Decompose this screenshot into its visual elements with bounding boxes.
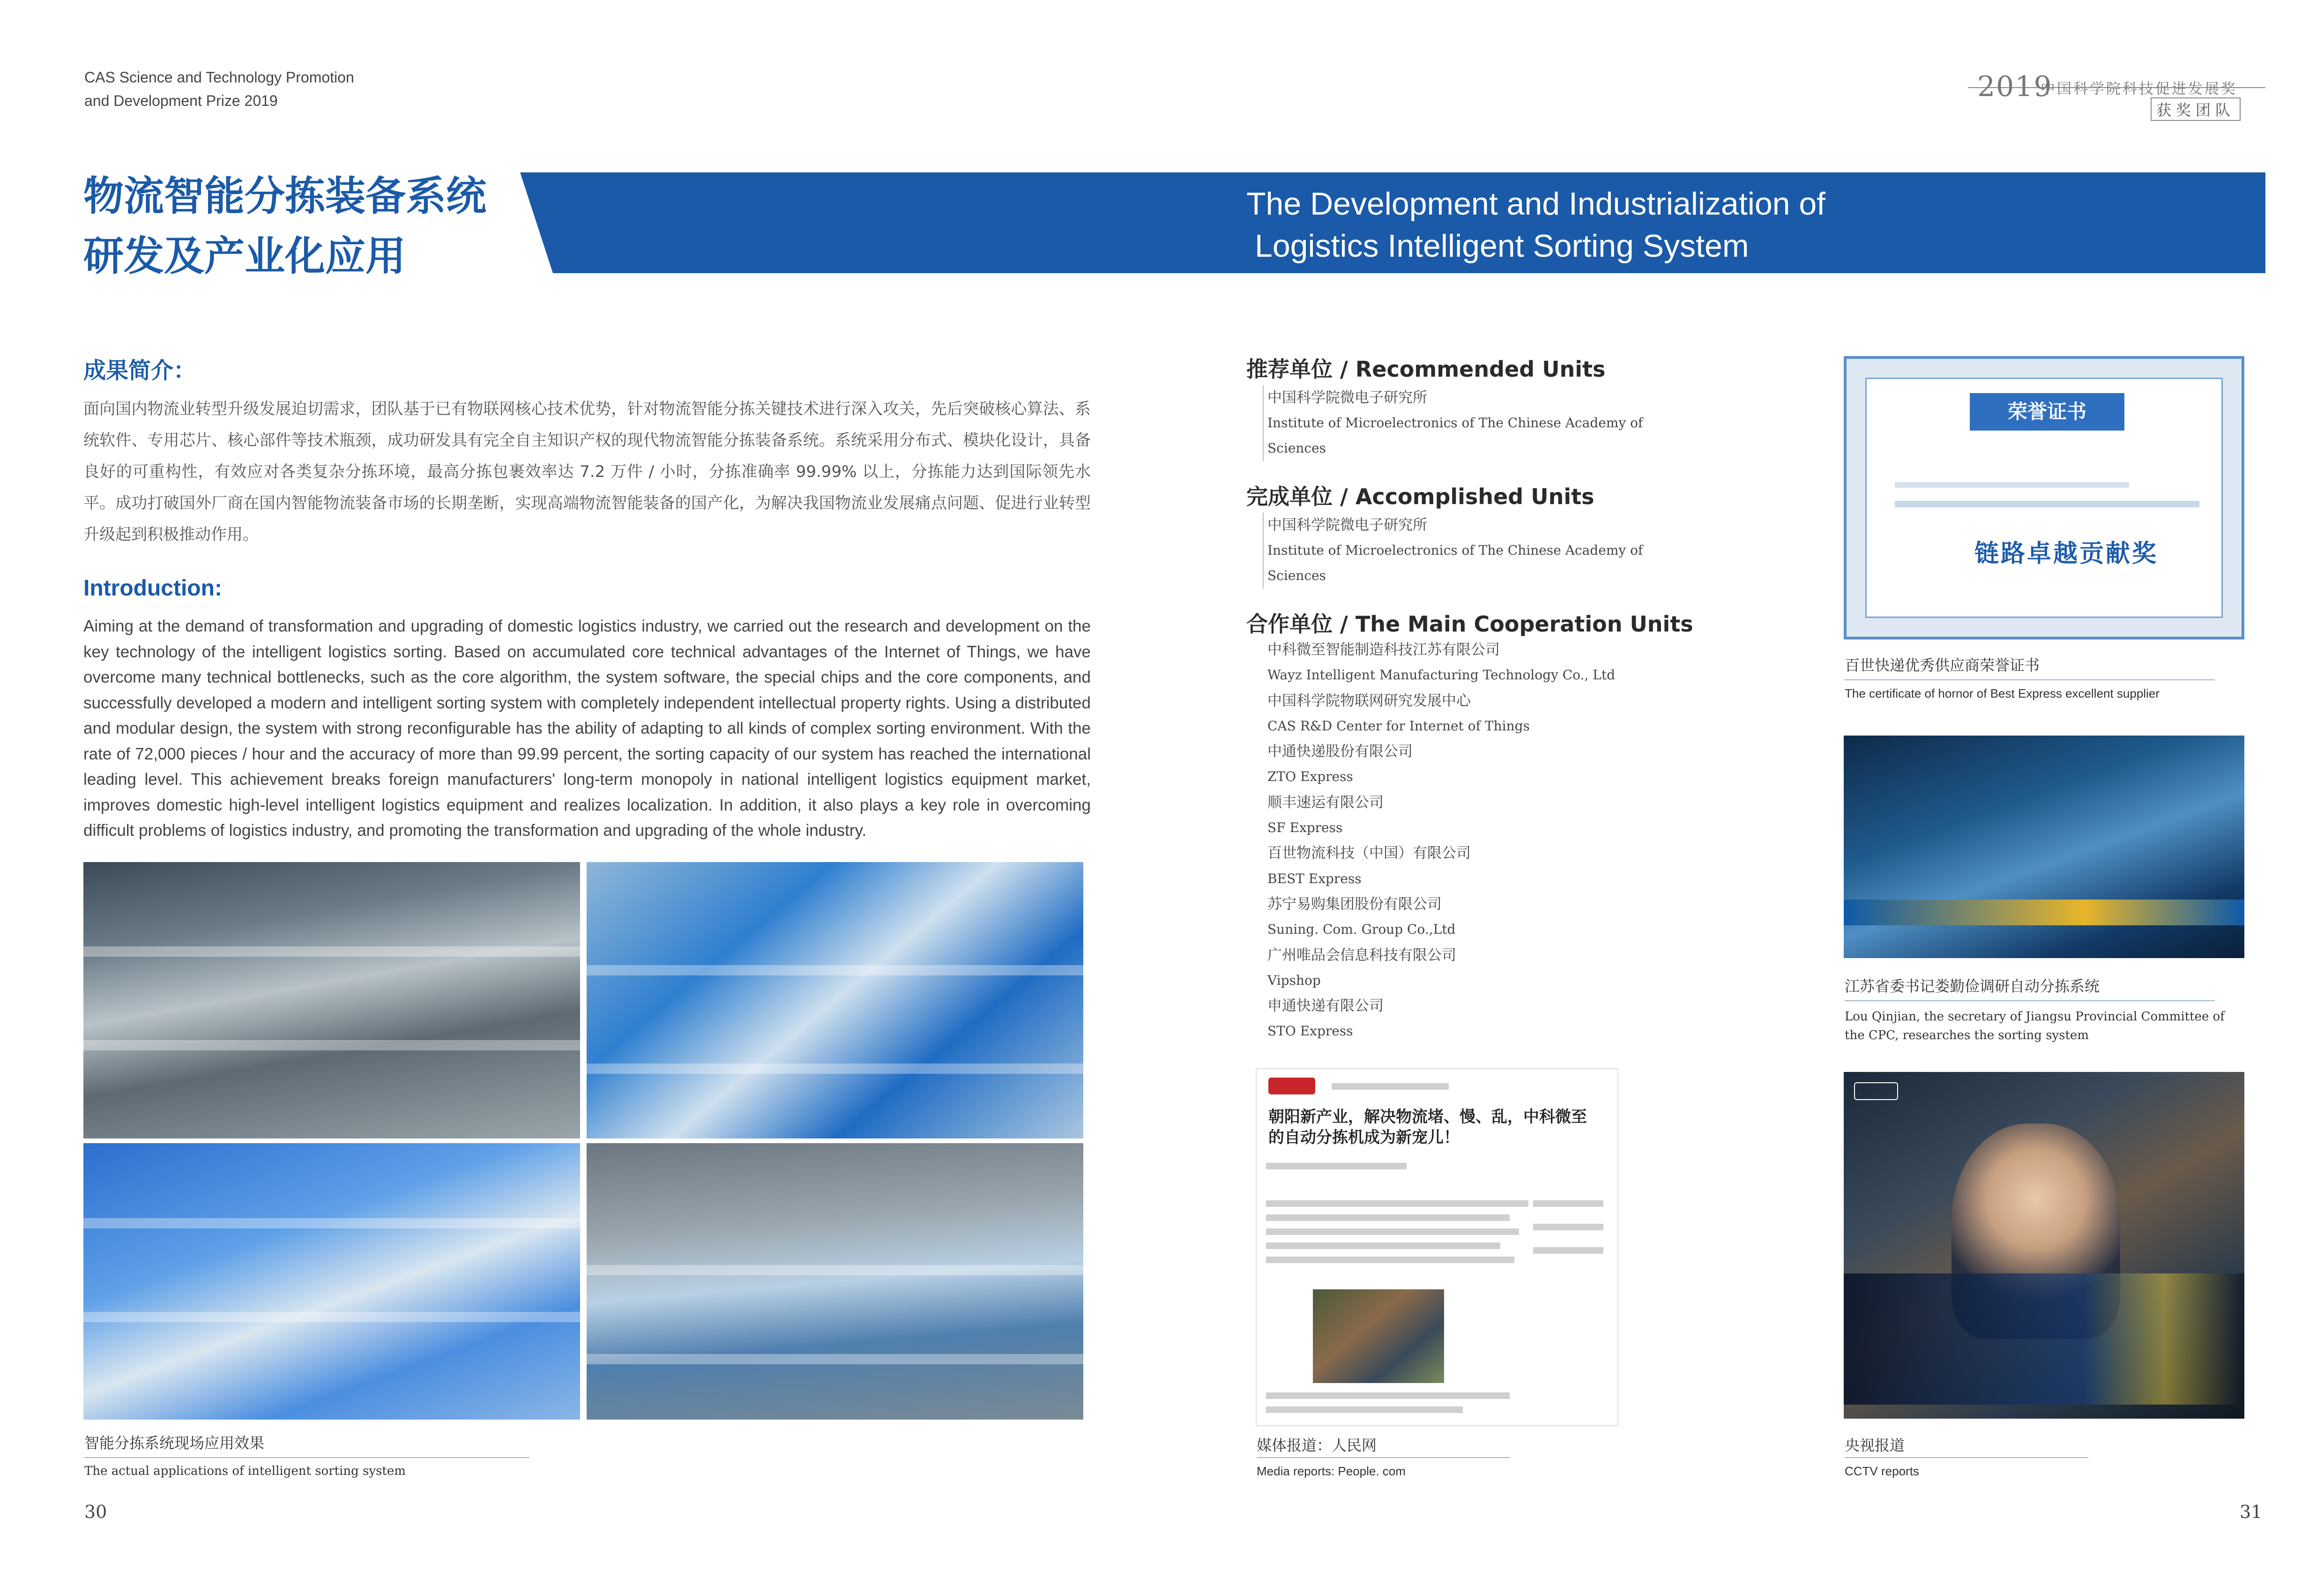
certificate-ribbon: 荣誉证书 <box>1970 393 2124 431</box>
prize-line-2: and Development Prize 2019 <box>84 92 278 109</box>
badge-year: 2019 <box>1977 70 2053 103</box>
recommended-heading: 推荐单位 / Recommended Units <box>1246 357 1606 382</box>
sorting-system-visit-image <box>1844 736 2244 958</box>
coop-item: 中通快递股份有限公司 <box>1267 743 1413 760</box>
coop-item: 百世物流科技（中国）有限公司 <box>1267 845 1471 862</box>
prize-line-1: CAS Science and Technology Promotion <box>84 69 354 86</box>
accomplished-heading: 完成单位 / Accomplished Units <box>1246 484 1594 509</box>
coop-item: ZTO Express <box>1267 769 1353 785</box>
sorting-photo-1 <box>83 862 580 1138</box>
cctv-caption-cn: 央视报道 <box>1845 1436 1905 1454</box>
visit-caption-en-2: the CPC, researches the sorting system <box>1845 1028 2089 1042</box>
coop-item: Wayz Intelligent Manufacturing Technology Co., Ltd <box>1267 667 1616 683</box>
summary-heading-cn: 成果简介： <box>83 357 196 384</box>
coop-item: 中国科学院物联网研究发展中心 <box>1267 692 1471 709</box>
cooperation-list <box>1267 637 1615 1044</box>
page-number-left: 30 <box>84 1502 107 1522</box>
coop-item: 苏宁易购集团股份有限公司 <box>1267 895 1442 913</box>
cooperation-heading: 合作单位 / The Main Cooperation Units <box>1246 611 1693 637</box>
title-chinese <box>83 166 486 286</box>
certificate-image <box>1844 356 2244 640</box>
page-number-right: 31 <box>2240 1502 2263 1522</box>
accomplished-list <box>1263 513 1643 588</box>
recommended-en-2: Sciences <box>1267 440 1326 456</box>
media-report-image <box>1256 1068 1618 1426</box>
coop-item: SF Express <box>1267 820 1343 836</box>
accomplished-cn: 中国科学院微电子研究所 <box>1267 517 1427 534</box>
coop-item: 中科微至智能制造科技江苏有限公司 <box>1267 641 1500 658</box>
cctv-caption-rule <box>1845 1457 2088 1458</box>
media-photo <box>1313 1289 1444 1383</box>
coop-item: BEST Express <box>1267 870 1362 886</box>
media-caption-cn: 媒体报道：人民网 <box>1257 1436 1377 1454</box>
photos-caption-rule <box>84 1457 529 1458</box>
coop-item: CAS R&D Center for Internet of Things <box>1267 718 1530 734</box>
sorting-photo-4 <box>587 1143 1083 1420</box>
summary-heading-en: Introduction: <box>83 576 222 601</box>
media-caption-en: Media reports: People. com <box>1257 1464 1406 1478</box>
coop-item: Suning. Com. Group Co.,Ltd <box>1267 922 1456 937</box>
photos-caption-en: The actual applications of intelligent sorting system <box>84 1464 406 1478</box>
summary-text-en: Aiming at the demand of transformation and upgrading of domestic logistics industry, we carried out the research and development on the key technology of the intelligent logistics sorting. Based on accumulated core technical advantages of the Internet of Things, we have overcome many technical bottlenecks, such as the core algorithm, the system software, the special chips and the core components, and successfully developed a modern and intelligent sorting system with completely independent intellectual property rights. Using a distributed and modular design, the system with strong reconfigurable has the ability of adapting to all kinds of complex sorting environment. With the rate of 72,000 pieces / hour and the accuracy of more than 99.99 percent, the sorting capacity of our system has reached the international leading level. This achievement breaks foreign manufacturers' long-term monopoly in national intelligent logistics equipment market, improves domestic high-level intelligent logistics equipment and realizes localization. In addition, it also plays a key role in overcoming difficult problems of logistics industry, and promoting the transformation and upgrading of the whole industry. <box>83 617 1091 840</box>
title-en-line-2: Logistics Intelligent Sorting System <box>1255 228 1749 264</box>
badge-subtitle: 获奖团队 <box>2151 97 2241 121</box>
sorting-photo-2 <box>587 862 1083 1138</box>
people-logo <box>1268 1078 1315 1094</box>
cctv-subtitle-overlay <box>1844 1273 2244 1405</box>
coop-item: Vipshop <box>1267 972 1321 988</box>
coop-item: 广州唯品会信息科技有限公司 <box>1267 946 1456 964</box>
coop-item: STO Express <box>1267 1023 1353 1039</box>
visit-caption-cn: 江苏省委书记娄勤俭调研自动分拣系统 <box>1845 977 2100 995</box>
title-english <box>1246 183 1825 267</box>
cctv-caption-en: CCTV reports <box>1845 1464 1919 1478</box>
cert-caption-rule <box>1845 679 2215 680</box>
photos-caption-cn: 智能分拣系统现场应用效果 <box>84 1434 265 1452</box>
accomplished-en-2: Sciences <box>1267 568 1326 583</box>
title-cn-line-1: 物流智能分拣装备系统 <box>83 172 486 220</box>
coop-item: 顺丰速运有限公司 <box>1267 794 1384 811</box>
award-badge <box>1968 70 2265 119</box>
badge-title: 中国科学院科技促进发展奖 <box>2041 81 2237 97</box>
media-headline: 朝阳新产业，解决物流堵、慢、乱，中科微至的自动分拣机成为新宠儿！ <box>1268 1108 1587 1147</box>
cert-caption-cn: 百世快递优秀供应商荣誉证书 <box>1845 656 2040 674</box>
recommended-list <box>1263 385 1643 461</box>
cctv-logo <box>1854 1082 1898 1100</box>
summary-text-cn: 面向国内物流业转型升级发展迫切需求，团队基于已有物联网核心技术优势，针对物流智能分拣关键技术进行深入攻关，先后突破核心算法、系统软件、专用芯片、核心部件等技术瓶颈，成功研发具有完全自主知识产权的现代物流智能分拣装备系统。系统采用分布式、模块化设计，具备良好的可重构性，有效应对各类复杂分拣环境，最高分拣包裹效率达 7.2 万件 / 小时，分拣准确率 99.99% 以上，分拣能力达到国际领先水平。成功打破国外厂商在国内智能物流装备市场的长期垄断，实现高端物流智能装备的国产化，为解决我国物流业发展痛点问题、促进行业转型升级起到积极推动作用。 <box>83 400 1091 544</box>
media-caption-rule <box>1257 1457 1510 1458</box>
certificate-award: 链路卓越贡献奖 <box>1974 540 2159 568</box>
prize-label <box>84 66 354 112</box>
recommended-en-1: Institute of Microelectronics of The Chinese Academy of <box>1267 415 1643 431</box>
visit-caption-en <box>1845 1007 2225 1045</box>
coop-item: 申通快递有限公司 <box>1267 997 1384 1015</box>
visit-caption-en-1: Lou Qinjian, the secretary of Jiangsu Provincial Committee of <box>1845 1010 2225 1024</box>
accomplished-en-1: Institute of Microelectronics of The Chinese Academy of <box>1267 543 1643 558</box>
title-en-line-1: The Development and Industrialization of <box>1246 186 1826 222</box>
cert-caption-en: The certificate of hornor of Best Express excellent supplier <box>1845 686 2160 700</box>
recommended-cn: 中国科学院微电子研究所 <box>1267 389 1427 406</box>
visit-caption-rule <box>1845 1000 2215 1001</box>
sorting-photo-3 <box>83 1143 580 1420</box>
cctv-report-image <box>1844 1072 2244 1419</box>
title-cn-line-2: 研发及产业化应用 <box>83 232 406 280</box>
